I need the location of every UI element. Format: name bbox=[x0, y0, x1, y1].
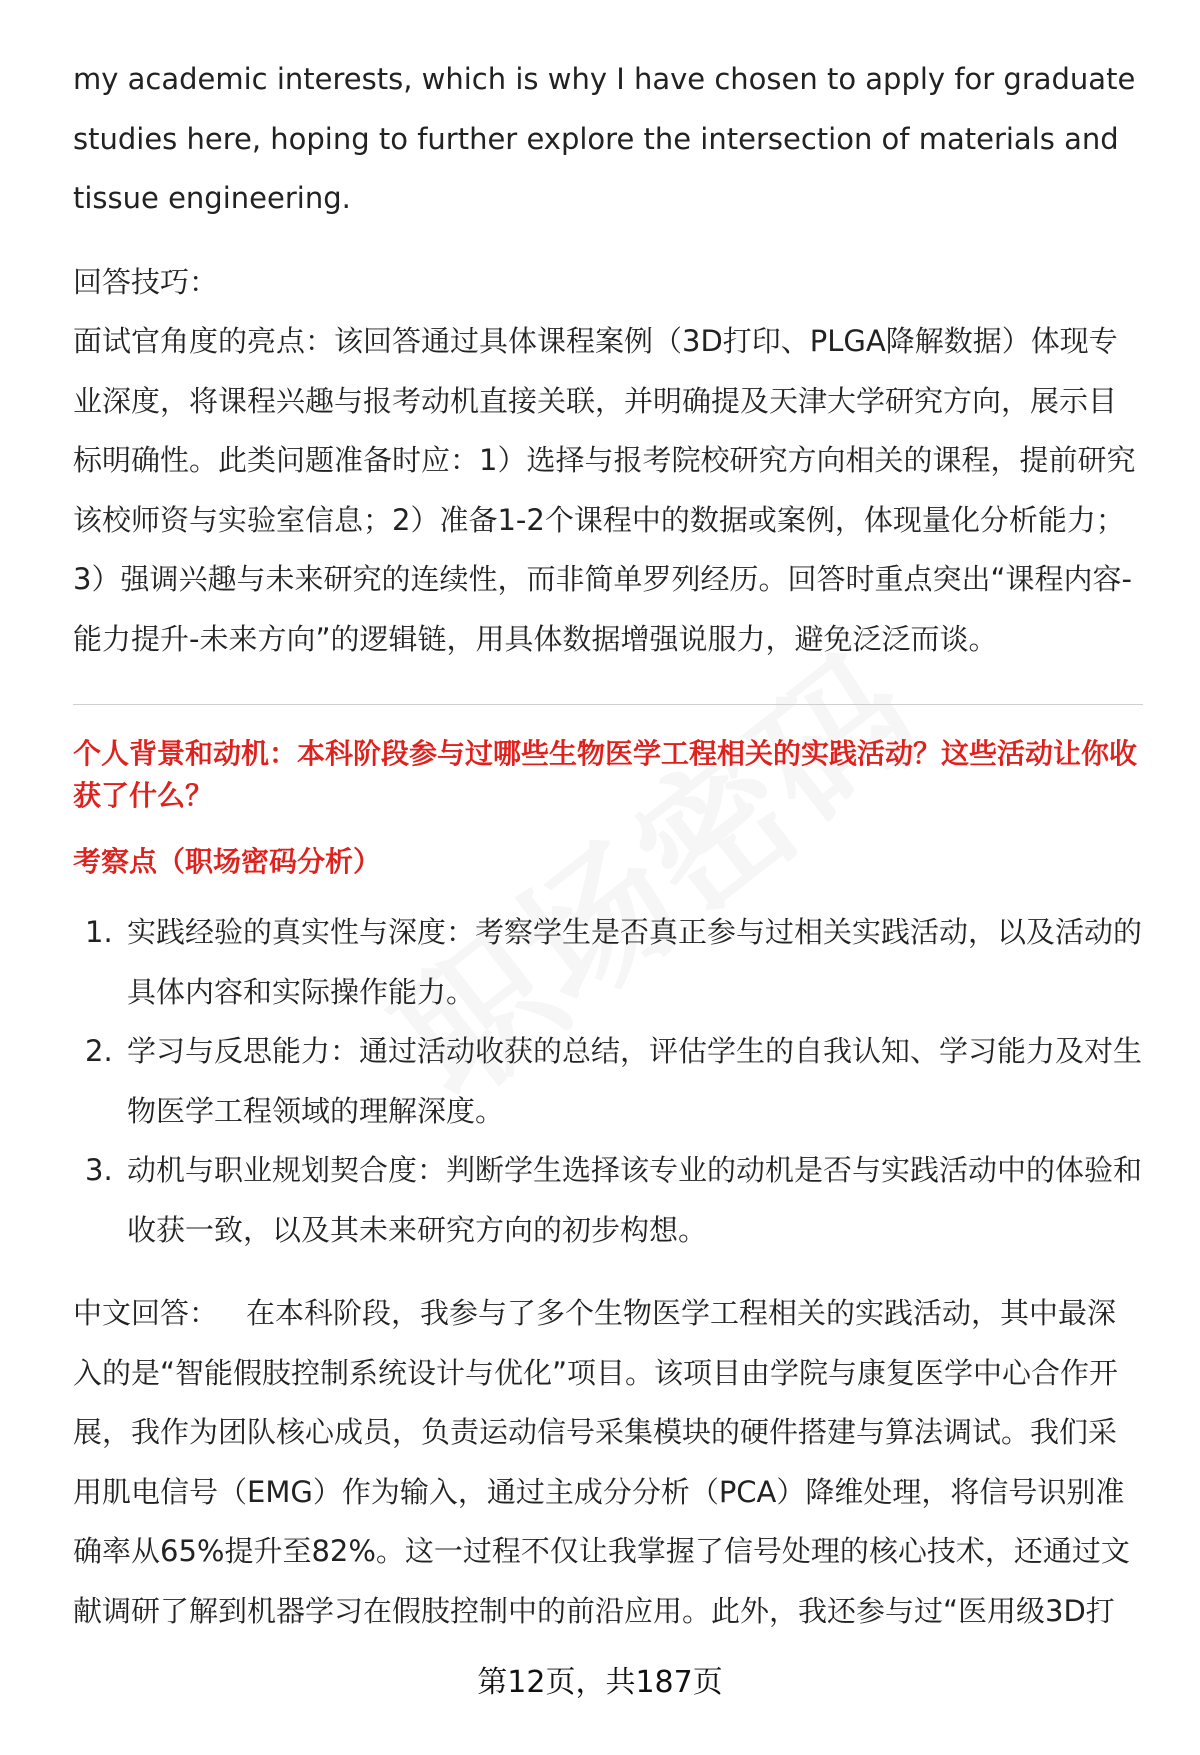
question-heading: 个人背景和动机：本科阶段参与过哪些生物医学工程相关的实践活动？这些活动让你收获了什么？ bbox=[73, 737, 1138, 812]
list-item-text: 学习与反思能力：通过活动收获的总结，评估学生的自我认知、学习能力及对生物医学工程领域的理解深度。 bbox=[127, 1034, 1143, 1128]
answer-paragraph bbox=[73, 1284, 1143, 1641]
list-number: 2. bbox=[85, 1034, 113, 1068]
list-item bbox=[73, 1022, 1143, 1141]
tips-body: 面试官角度的亮点：该回答通过具体课程案例（3D打印、PLGA降解数据）体现专业深度，将课程兴趣与报考动机直接关联，并明确提及天津大学研究方向，展示目标明确性。此类问题准备时应：1）选择与报考院校研究方向相关的课程，提前研究该校师资与实验室信息；2）准备1-2个课程中的数据或案例，体现量化分析能力；3）强调兴趣与未来研究的连续性，而非简单罗列经历。回答时重点突出“课程内容-能力提升-未来方向”的逻辑链，用具体数据增强说服力，避免泛泛而谈。 bbox=[73, 324, 1136, 656]
analysis-title: 考察点（职场密码分析） bbox=[73, 845, 382, 878]
page-number: 第12页，共187页 bbox=[477, 1665, 723, 1700]
list-item-text: 实践经验的真实性与深度：考察学生是否真正参与过相关实践活动，以及活动的具体内容和实际操作能力。 bbox=[127, 915, 1143, 1009]
page-content bbox=[73, 50, 1143, 1641]
intro-line: tissue engineering. bbox=[73, 181, 351, 215]
answer-label: 中文回答： bbox=[73, 1296, 219, 1330]
answer-text: 在本科阶段，我参与了多个生物医学工程相关的实践活动，其中最深入的是“智能假肢控制系统设计与优化”项目。该项目由学院与康复医学中心合作开展，我作为团队核心成员，负责运动信号采集模块的硬件搭建与算法调试。我们采用肌电信号（EMG）作为输入，通过主成分分析（PCA）降维处理，将信号识别准确率从65%提升至82%。这一过程不仅让我掌握了信号处理的核心技术，还通过文献调研了解到机器学习在假肢控制中的前沿应用。此外，我还参与过“医用级3D打 bbox=[73, 1296, 1130, 1628]
tips-title: 回答技巧： bbox=[73, 264, 219, 299]
analysis-list bbox=[73, 903, 1143, 1260]
intro-line: my academic interests, which is why I have chosen to apply for graduate bbox=[73, 62, 1136, 96]
list-number: 1. bbox=[85, 915, 113, 949]
intro-paragraph bbox=[73, 50, 1143, 229]
list-item bbox=[73, 903, 1143, 1022]
list-item-text: 动机与职业规划契合度：判断学生选择该专业的动机是否与实践活动中的体验和收获一致，以及其未来研究方向的初步构想。 bbox=[127, 1153, 1143, 1247]
list-item bbox=[73, 1141, 1143, 1260]
section-divider bbox=[73, 704, 1143, 705]
list-number: 3. bbox=[85, 1153, 113, 1187]
intro-line: studies here, hoping to further explore the intersection of materials and bbox=[73, 121, 1119, 156]
